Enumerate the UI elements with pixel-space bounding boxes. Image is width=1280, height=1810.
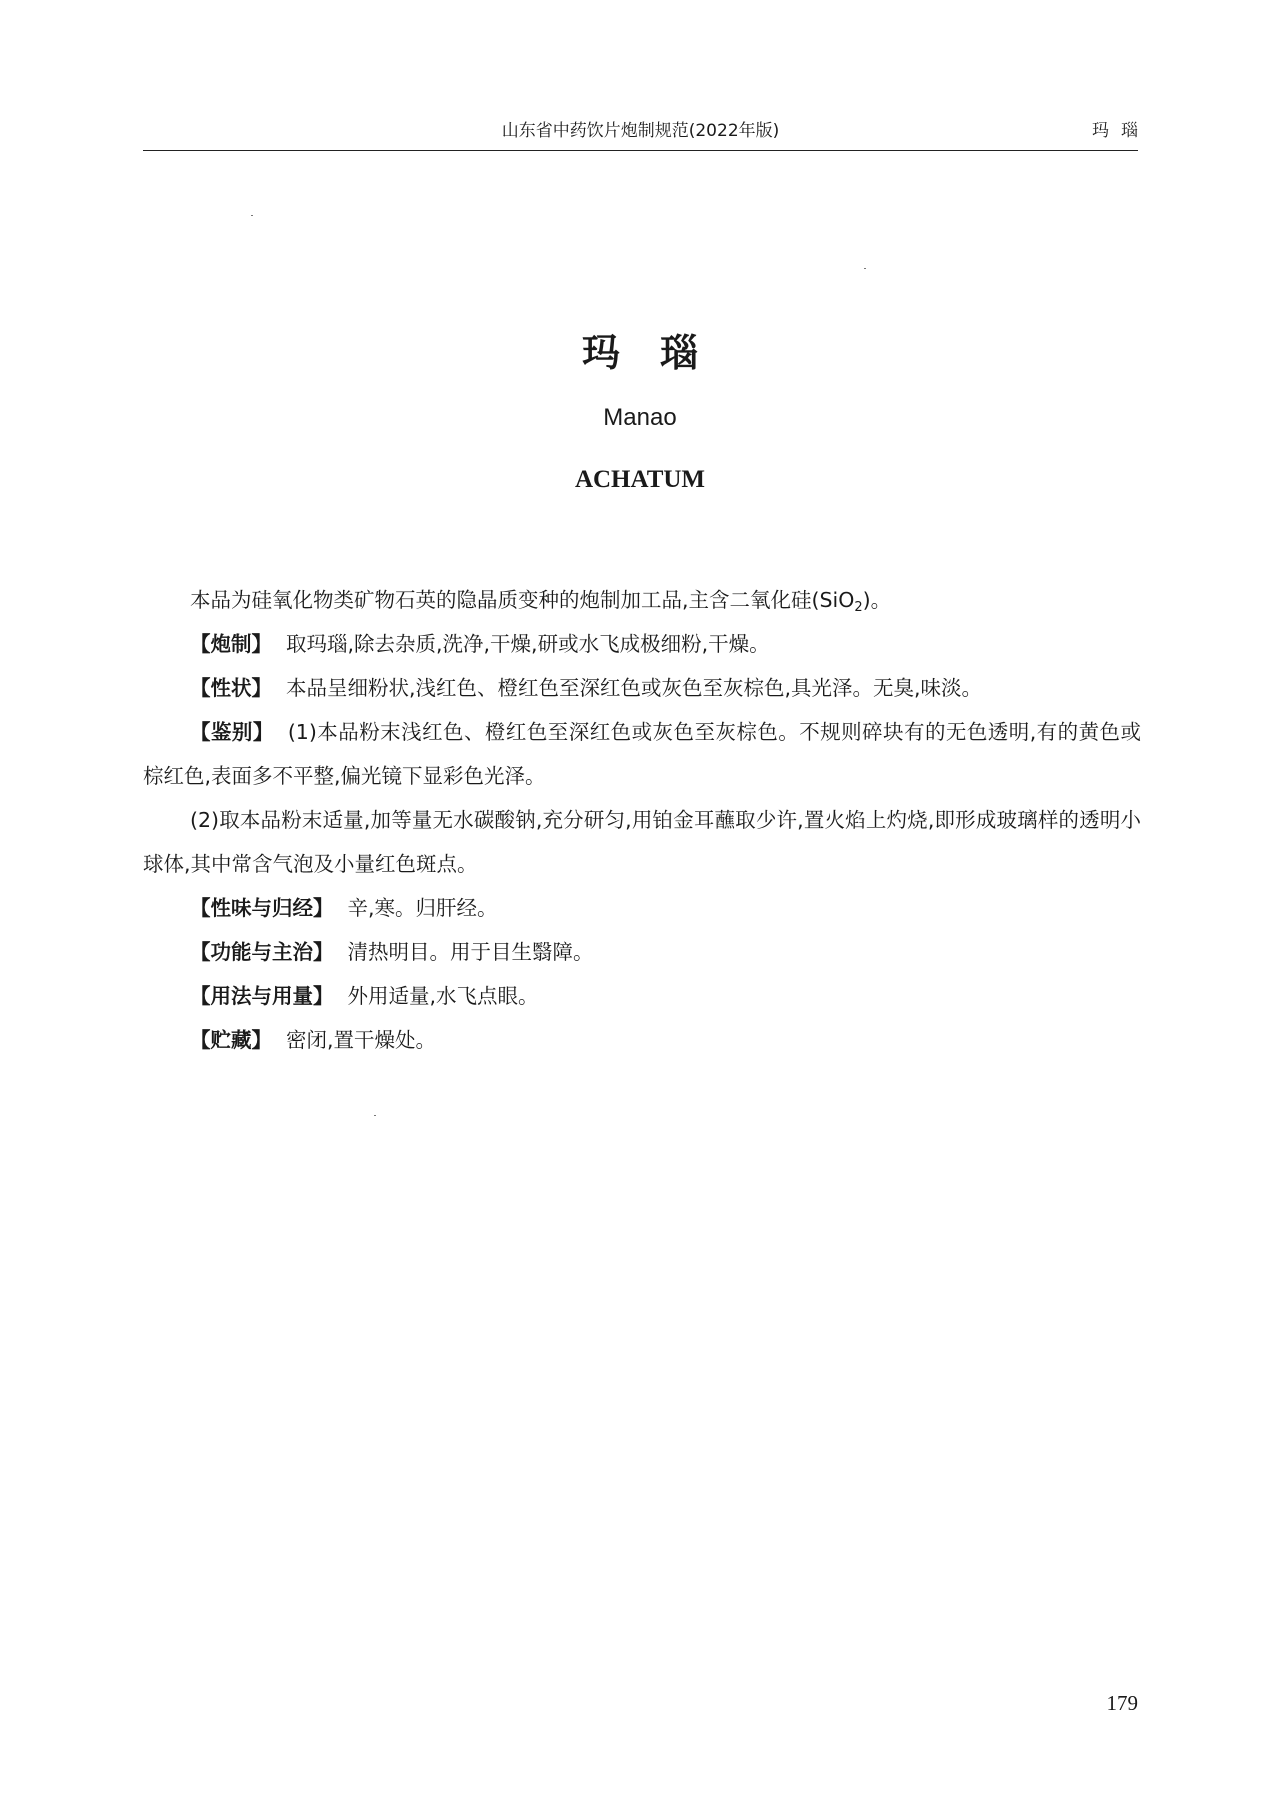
page-number: 179 [1106, 1691, 1138, 1715]
usage-text: 外用适量,水飞点眼。 [347, 984, 539, 1008]
processing-text: 取玛瑙,除去杂质,洗净,干燥,研或水飞成极细粉,干燥。 [286, 632, 770, 656]
property-text: 辛,寒。归肝经。 [347, 896, 498, 920]
property-label: 【性味与归经】 [190, 896, 334, 920]
intro-text-end: )。 [862, 588, 892, 612]
entry-title: 玛瑙 [581, 331, 738, 375]
function-label: 【功能与主治】 [190, 940, 334, 964]
storage-section [143, 1018, 1141, 1062]
running-header [143, 112, 1150, 142]
header-rule [143, 150, 1138, 151]
processing-section [143, 622, 1141, 666]
description-label: 【性状】 [190, 676, 272, 700]
header-book-title: 山东省中药饮片炮制规范(2022年版) [501, 121, 780, 141]
scan-speck [251, 215, 253, 216]
storage-text: 密闭,置干燥处。 [286, 1028, 437, 1052]
description-section [143, 666, 1141, 710]
header-entry-name: 玛瑙 [1092, 121, 1150, 141]
storage-label: 【贮藏】 [190, 1028, 272, 1052]
function-section [143, 930, 1141, 974]
property-section [143, 886, 1141, 930]
identification-label: 【鉴别】 [190, 720, 274, 744]
entry-pinyin: Manao [603, 404, 677, 431]
usage-label: 【用法与用量】 [190, 984, 334, 1008]
intro-text: 本品为硅氧化物类矿物石英的隐晶质变种的炮制加工品,主含二氧化硅(SiO [190, 588, 855, 612]
formula-subscript: 2 [854, 600, 863, 615]
entry-latin-name: ACHATUM [574, 466, 706, 493]
processing-label: 【炮制】 [190, 632, 272, 656]
intro-paragraph [143, 578, 1141, 622]
identification-item-2-paragraph [143, 798, 1141, 886]
usage-section [143, 974, 1141, 1018]
identification-section [143, 710, 1141, 798]
function-text: 清热明目。用于目生翳障。 [347, 940, 594, 964]
identification-item-1: (1)本品粉末浅红色、橙红色至深红色或灰色至灰棕色。不规则碎块有的无色透明,有的黄色或棕红色,表面多不平整,偏光镜下显彩色光泽。 [143, 720, 1141, 788]
scan-speck [374, 1115, 376, 1116]
description-text: 本品呈细粉状,浅红色、橙红色至深红色或灰色至灰棕色,具光泽。无臭,味淡。 [286, 676, 983, 700]
entry-body [143, 578, 1141, 1062]
identification-item-2: (2)取本品粉末适量,加等量无水碳酸钠,充分研匀,用铂金耳蘸取少许,置火焰上灼烧,即形成玻璃样的透明小球体,其中常含气泡及小量红色斑点。 [143, 808, 1141, 876]
scan-speck [864, 268, 866, 269]
